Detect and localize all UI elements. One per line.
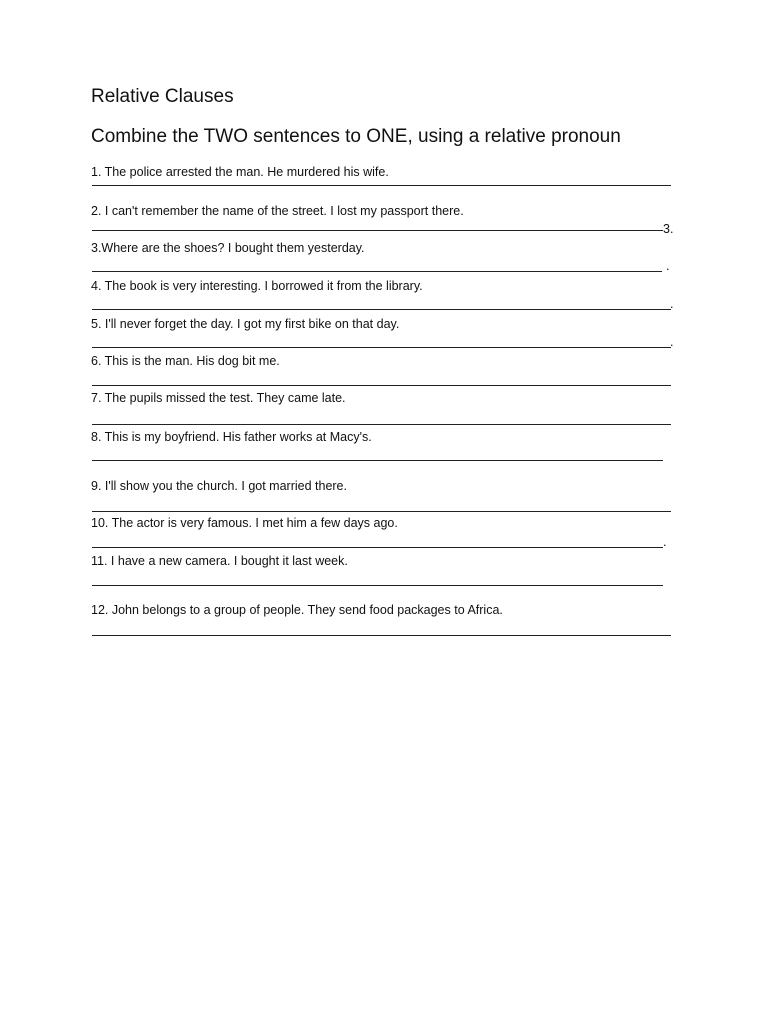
- answer-line: [92, 230, 663, 231]
- answer-line: [92, 385, 671, 386]
- worksheet-instruction: Combine the TWO sentences to ONE, using a relative pronoun: [91, 126, 621, 147]
- exercise-sentence: 7. The pupils missed the test. They came late.: [91, 391, 346, 405]
- exercise-item-10: [91, 516, 691, 549]
- exercise-sentence: 3.Where are the shoes? I bought them yesterday.: [91, 241, 365, 255]
- line-end-mark: 3.: [663, 222, 674, 236]
- exercise-item-9: [91, 479, 691, 509]
- exercise-sentence: 4. The book is very interesting. I borrowed it from the library.: [91, 279, 423, 293]
- exercise-sentence: 8. This is my boyfriend. His father works at Macy's.: [91, 430, 372, 444]
- exercise-item-6: [91, 354, 691, 384]
- worksheet-title: Relative Clauses: [91, 86, 234, 107]
- exercise-sentence: 11. I have a new camera. I bought it last week.: [91, 554, 348, 568]
- answer-line: [92, 424, 671, 425]
- exercise-sentence: 6. This is the man. His dog bit me.: [91, 354, 280, 368]
- answer-line: [92, 635, 671, 636]
- line-end-mark: .: [670, 297, 674, 311]
- line-end-mark: .: [670, 335, 674, 349]
- exercise-sentence: 10. The actor is very famous. I met him a few days ago.: [91, 516, 398, 530]
- exercise-item-2: [91, 204, 691, 234]
- exercise-sentence: 1. The police arrested the man. He murdered his wife.: [91, 165, 389, 179]
- answer-line: [92, 585, 663, 586]
- line-end-mark: .: [666, 259, 670, 273]
- answer-line: [92, 511, 671, 512]
- answer-line: [92, 547, 663, 548]
- answer-line: [92, 271, 662, 272]
- answer-line: [92, 309, 671, 310]
- line-end-mark: .: [663, 535, 667, 549]
- exercise-sentence: 5. I'll never forget the day. I got my first bike on that day.: [91, 317, 400, 331]
- answer-line: [92, 460, 663, 461]
- exercise-item-5: [91, 317, 691, 347]
- exercise-item-8: [91, 430, 691, 460]
- answer-line: [92, 347, 671, 348]
- exercise-sentence: 2. I can't remember the name of the street. I lost my passport there.: [91, 204, 464, 218]
- exercise-item-1: [91, 165, 691, 195]
- exercise-item-4: [91, 279, 691, 309]
- exercise-sentence: 12. John belongs to a group of people. They send food packages to Africa.: [91, 603, 503, 617]
- exercise-item-11: [91, 554, 691, 584]
- answer-line: [92, 185, 671, 186]
- exercise-item-7: [91, 391, 691, 421]
- exercise-item-12: [91, 603, 691, 633]
- exercise-item-3: [91, 241, 691, 271]
- exercise-sentence: 9. I'll show you the church. I got married there.: [91, 479, 347, 493]
